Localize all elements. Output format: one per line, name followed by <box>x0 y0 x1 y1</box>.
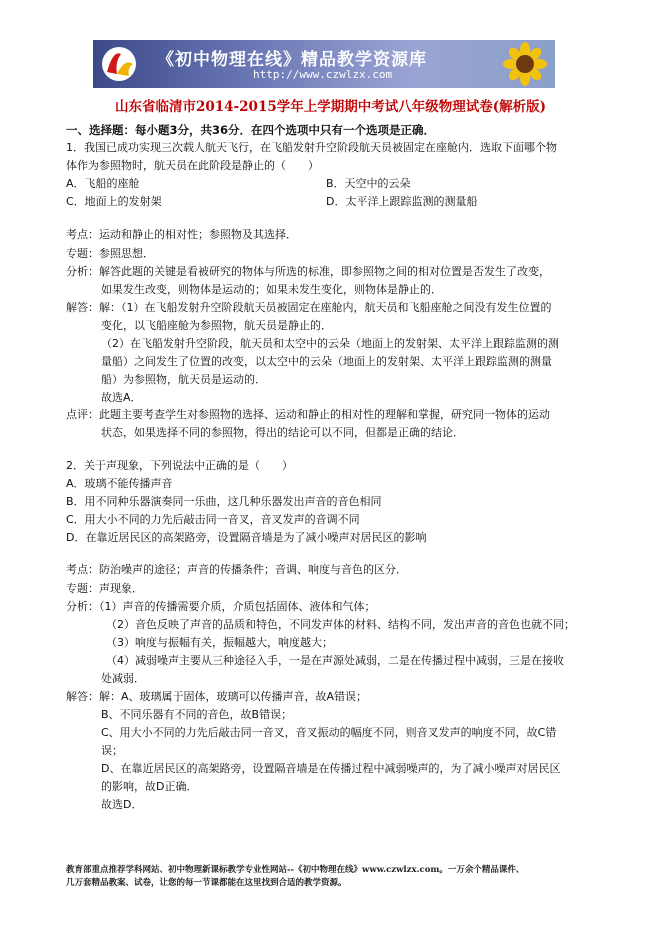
q1-fenxi-line2: 如果发生改变，则物体是运动的；如果未发生变化，则物体是静止的． <box>101 283 442 296</box>
q1-zhuanti: 专题：参照思想． <box>66 247 154 260</box>
q1-dianping-line1: 点评：此题主要考查学生对参照物的选择、运动和静止的相对性的理解和掌握，研究同一物体的运动 <box>66 408 550 421</box>
banner-url: http://www.czwlzx.com <box>253 68 393 81</box>
q2-option-b: B．用不同种乐器演奏同一乐曲，这几种乐器发出声音的音色相同 <box>66 495 382 508</box>
q2-option-d: D．在靠近居民区的高架路旁，设置隔音墙是为了减小噪声对居民区的影响 <box>66 531 427 544</box>
header-banner <box>93 40 555 88</box>
document-title: 山东省临清市2014-2015学年上学期期中考试八年级物理试卷(解析版) <box>114 99 547 115</box>
q2-stem: 2．关于声现象，下列说法中正确的是（ ） <box>66 459 293 472</box>
q1-jieda-line4: 量船）之间发生了位置的改变，以太空中的云朵（地面上的发射架、太平洋上跟踪监测的测量 <box>101 355 552 368</box>
q2-zhuanti: 专题：声现象． <box>66 582 143 595</box>
q1-option-c: C．地面上的发射架 <box>66 195 162 208</box>
q2-fenxi-line3: （3）响度与振幅有关，振幅越大，响度越大； <box>106 636 333 649</box>
q2-kaodian: 考点：防治噪声的途径；声音的传播条件；音调、响度与音色的区分． <box>66 563 407 576</box>
q1-kaodian: 考点：运动和静止的相对性；参照物及其选择． <box>66 228 297 241</box>
q2-fenxi-line2: （2）音色反映了声音的品质和特色，不同发声体的材料、结构不同，发出声音的音色也就不同； <box>106 618 575 631</box>
q2-jieda-line1: 解答：解：A、玻璃属于固体，玻璃可以传播声音，故A错误； <box>66 690 368 703</box>
q1-answer: 故选A． <box>101 391 142 404</box>
sunflower-icon <box>501 42 549 86</box>
section-heading: 一、选择题：每小题3分，共36分．在四个选项中只有一个选项是正确． <box>66 123 436 137</box>
q2-jieda-line5: D、在靠近居民区的高架路旁，设置隔音墙是在传播过程中减弱噪声的，为了减小噪声对居民区 <box>101 762 561 775</box>
q2-jieda-line3: C、用大小不同的力先后敲击同一音叉，音叉振动的幅度不同，则音叉发声的响度不同，故C错 <box>101 726 557 739</box>
q2-fenxi-line5: 处减弱． <box>101 672 145 685</box>
q1-jieda-line1: 解答：解：（1）在飞船发射升空阶段航天员被固定在座舱内，航天员和飞船座舱之间没有发生位置的 <box>66 301 552 314</box>
q1-option-b: B．天空中的云朵 <box>326 177 411 190</box>
q1-stem-line2: 体作为参照物时，航天员在此阶段是静止的（ ） <box>66 159 319 172</box>
page-footer <box>66 864 606 890</box>
q1-option-a: A．飞船的座舱 <box>66 177 140 190</box>
q1-dianping-line2: 状态，如果选择不同的参照物，得出的结论可以不同，但都是正确的结论． <box>101 426 464 439</box>
q1-stem-line1: 1．我国已成功实现三次载人航天飞行，在飞船发射升空阶段航天员被固定在座舱内．选取下面哪个物 <box>66 141 557 154</box>
q1-jieda-line3: （2）在飞船发射升空阶段，航天员和太空中的云朵（地面上的发射架、太平洋上跟踪监测的测 <box>101 337 559 350</box>
q1-jieda-line5: 船）为参照物，航天员是运动的． <box>101 373 266 386</box>
q2-fenxi-line1: 分析：（1）声音的传播需要介质，介质包括固体、液体和气体； <box>66 600 376 613</box>
q1-option-d: D．太平洋上跟踪监测的测量船 <box>326 195 478 208</box>
q2-jieda-line4: 误； <box>101 744 123 757</box>
q2-option-c: C．用大小不同的力先后敲击同一音叉，音叉发声的音调不同 <box>66 513 360 526</box>
q2-option-a: A．玻璃不能传播声音 <box>66 477 173 490</box>
q2-jieda-line6: 的影响，故D正确． <box>101 780 198 793</box>
site-logo-icon <box>99 44 139 84</box>
q2-answer: 故选D． <box>101 798 143 811</box>
q1-jieda-line2: 变化，以飞船座舱为参照物，航天员是静止的． <box>101 319 332 332</box>
q2-fenxi-line4: （4）减弱噪声主要从三种途径入手，一是在声源处减弱，二是在传播过程中减弱，三是在接收 <box>106 654 564 667</box>
footer-line2: 几万套精品教案、试卷，让您的每一节课都能在这里找到合适的教学资源。 <box>66 878 347 888</box>
footer-line1: 教育部重点推荐学科网站、初中物理新课标教学专业性网站--《初中物理在线》www.czwlzx.com。一万余个精品课件、 <box>66 865 525 875</box>
q2-jieda-line2: B、不同乐器有不同的音色，故B错误； <box>101 708 293 721</box>
banner-title: 《初中物理在线》精品教学资源库 <box>157 50 427 70</box>
q1-fenxi-line1: 分析：解答此题的关键是看被研究的物体与所选的标准，即参照物之间的相对位置是否发生了改变， <box>66 265 550 278</box>
